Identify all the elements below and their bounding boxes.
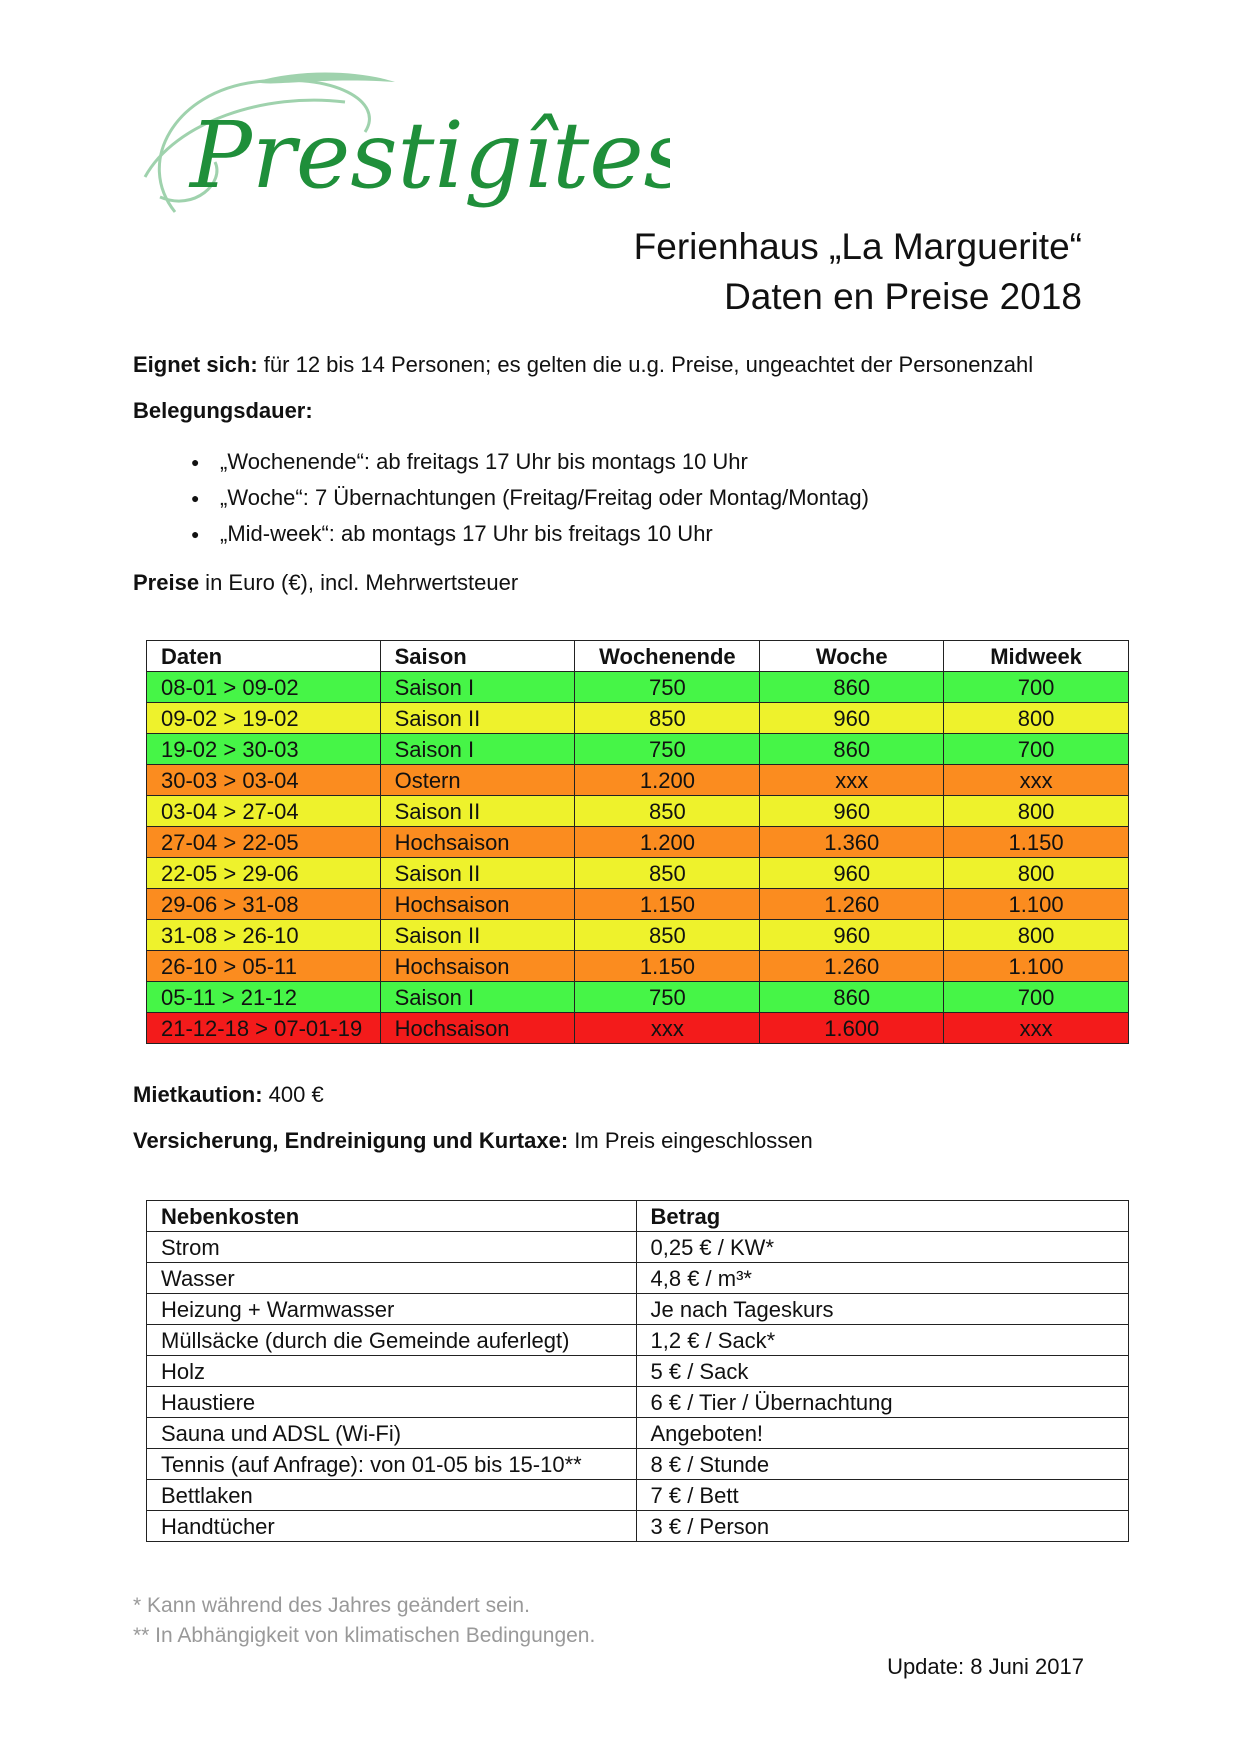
table-cell: 860 — [760, 982, 944, 1013]
table-cell: Saison I — [380, 734, 575, 765]
title-line-2: Daten en Preise 2018 — [724, 276, 1082, 317]
list-item: ● „Woche“: 7 Übernachtungen (Freitag/Freitag oder Montag/Montag) — [193, 480, 1113, 516]
footnote-2: ** In Abhängigkeit von klimatischen Bedingungen. — [133, 1624, 596, 1647]
table-cell: 700 — [944, 672, 1129, 703]
table-cell: 26-10 > 05-11 — [147, 951, 381, 982]
table-cell: 1.600 — [760, 1013, 944, 1044]
table-cell: 850 — [575, 703, 760, 734]
footnote-1: * Kann während des Jahres geändert sein. — [133, 1594, 530, 1617]
table-row — [147, 1511, 1129, 1542]
table-cell: Saison II — [380, 858, 575, 889]
table-cell: 960 — [760, 796, 944, 827]
title-line-1: Ferienhaus „La Marguerite“ — [633, 226, 1082, 267]
deposit-label: Mietkaution: — [133, 1082, 263, 1107]
table-cell: xxx — [944, 765, 1129, 796]
table-cell: Hochsaison — [380, 1013, 575, 1044]
table-row — [147, 827, 1129, 858]
table-cell: 800 — [944, 796, 1129, 827]
table-cell: 860 — [760, 734, 944, 765]
table-row — [147, 1232, 1129, 1263]
costs-table-header — [147, 1201, 1129, 1232]
table-cell: 850 — [575, 920, 760, 951]
duration-list — [133, 444, 1113, 552]
price-table-header — [147, 641, 1129, 672]
header-saison: Saison — [380, 641, 575, 672]
table-cell: Angeboten! — [636, 1418, 1129, 1449]
table-cell: Saison I — [380, 982, 575, 1013]
table-cell: Sauna und ADSL (Wi-Fi) — [147, 1418, 637, 1449]
table-cell: xxx — [575, 1013, 760, 1044]
table-row — [147, 765, 1129, 796]
table-row — [147, 1263, 1129, 1294]
header-woche: Woche — [760, 641, 944, 672]
table-cell: 800 — [944, 858, 1129, 889]
table-row — [147, 982, 1129, 1013]
table-cell: Müllsäcke (durch die Gemeinde auferlegt) — [147, 1325, 637, 1356]
table-row — [147, 796, 1129, 827]
table-cell: xxx — [760, 765, 944, 796]
table-cell: Strom — [147, 1232, 637, 1263]
table-cell: 1.150 — [575, 889, 760, 920]
table-cell: 8 € / Stunde — [636, 1449, 1129, 1480]
costs-table-body — [147, 1232, 1129, 1542]
table-row — [147, 1356, 1129, 1387]
table-cell: 0,25 € / KW* — [636, 1232, 1129, 1263]
table-cell: 05-11 > 21-12 — [147, 982, 381, 1013]
prices-value: in Euro (€), incl. Mehrwertsteuer — [199, 570, 519, 595]
table-cell: Tennis (auf Anfrage): von 01-05 bis 15-10** — [147, 1449, 637, 1480]
list-item: ● „Mid-week“: ab montags 17 Uhr bis freitags 10 Uhr — [193, 516, 1113, 552]
table-cell: Saison I — [380, 672, 575, 703]
table-cell: 1.260 — [760, 951, 944, 982]
table-cell: 960 — [760, 920, 944, 951]
table-cell: 750 — [575, 672, 760, 703]
logo-graphic — [135, 62, 670, 262]
table-row — [147, 1449, 1129, 1480]
table-row — [147, 889, 1129, 920]
table-cell: 960 — [760, 858, 944, 889]
table-cell: Saison II — [380, 703, 575, 734]
info-section — [133, 352, 1113, 616]
table-row — [147, 858, 1129, 889]
table-cell: 6 € / Tier / Übernachtung — [636, 1387, 1129, 1418]
table-row — [147, 1480, 1129, 1511]
list-item: ● „Wochenende“: ab freitags 17 Uhr bis montags 10 Uhr — [193, 444, 1113, 480]
table-cell: 1.200 — [575, 827, 760, 858]
table-cell: 08-01 > 09-02 — [147, 672, 381, 703]
header-nebenkosten: Nebenkosten — [147, 1201, 637, 1232]
deposit-line — [133, 1082, 813, 1108]
duration-label: Belegungsdauer: — [133, 398, 313, 423]
duration-heading — [133, 398, 1113, 424]
table-row — [147, 1418, 1129, 1449]
table-cell: 5 € / Sack — [636, 1356, 1129, 1387]
table-cell: 21-12-18 > 07-01-19 — [147, 1013, 381, 1044]
table-cell: Holz — [147, 1356, 637, 1387]
table-row — [147, 1387, 1129, 1418]
logo-text: Prestigîtes — [190, 102, 670, 209]
table-cell: 860 — [760, 672, 944, 703]
header-daten: Daten — [147, 641, 381, 672]
table-row — [147, 1294, 1129, 1325]
insurance-label: Versicherung, Endreinigung und Kurtaxe: — [133, 1128, 569, 1153]
suitability-line — [133, 352, 1113, 378]
table-row — [147, 1013, 1129, 1044]
table-cell: Je nach Tageskurs — [636, 1294, 1129, 1325]
table-cell: 750 — [575, 982, 760, 1013]
table-cell: 1.100 — [944, 951, 1129, 982]
table-cell: Saison II — [380, 920, 575, 951]
table-cell: 700 — [944, 734, 1129, 765]
costs-table — [146, 1200, 1129, 1542]
table-cell: 1.260 — [760, 889, 944, 920]
table-cell: Saison II — [380, 796, 575, 827]
suitability-label: Eignet sich: — [133, 352, 258, 377]
table-cell: Haustiere — [147, 1387, 637, 1418]
header-midweek: Midweek — [944, 641, 1129, 672]
header-betrag: Betrag — [636, 1201, 1129, 1232]
table-cell: Ostern — [380, 765, 575, 796]
table-cell: 1.360 — [760, 827, 944, 858]
table-cell: 4,8 € / m³* — [636, 1263, 1129, 1294]
suitability-value: für 12 bis 14 Personen; es gelten die u.g. Preise, ungeachtet der Personenzahl — [257, 352, 1034, 377]
table-cell: 800 — [944, 920, 1129, 951]
table-cell: 31-08 > 26-10 — [147, 920, 381, 951]
footnotes — [133, 1591, 595, 1651]
table-cell: 27-04 > 22-05 — [147, 827, 381, 858]
table-row — [147, 1325, 1129, 1356]
table-cell: 03-04 > 27-04 — [147, 796, 381, 827]
table-cell: 850 — [575, 796, 760, 827]
table-cell: Heizung + Warmwasser — [147, 1294, 637, 1325]
table-cell: 1,2 € / Sack* — [636, 1325, 1129, 1356]
table-row — [147, 672, 1129, 703]
table-cell: 800 — [944, 703, 1129, 734]
header-wochenende: Wochenende — [575, 641, 760, 672]
prices-line — [133, 570, 1113, 596]
document-title — [634, 222, 1082, 322]
table-row — [147, 734, 1129, 765]
price-table-body — [147, 672, 1129, 1044]
table-cell: Bettlaken — [147, 1480, 637, 1511]
table-cell: 960 — [760, 703, 944, 734]
table-cell: 1.100 — [944, 889, 1129, 920]
table-cell: 3 € / Person — [636, 1511, 1129, 1542]
deposit-value: 400 € — [262, 1082, 324, 1107]
table-cell: Wasser — [147, 1263, 637, 1294]
table-cell: Hochsaison — [380, 889, 575, 920]
price-table — [146, 640, 1129, 1044]
table-cell: 30-03 > 03-04 — [147, 765, 381, 796]
table-cell: 850 — [575, 858, 760, 889]
table-cell: 700 — [944, 982, 1129, 1013]
table-cell: 1.200 — [575, 765, 760, 796]
table-row — [147, 703, 1129, 734]
table-cell: 1.150 — [575, 951, 760, 982]
table-cell: Handtücher — [147, 1511, 637, 1542]
table-cell: Hochsaison — [380, 827, 575, 858]
table-cell: 7 € / Bett — [636, 1480, 1129, 1511]
table-cell: 29-06 > 31-08 — [147, 889, 381, 920]
table-cell: 19-02 > 30-03 — [147, 734, 381, 765]
insurance-line — [133, 1128, 813, 1154]
table-cell: 22-05 > 29-06 — [147, 858, 381, 889]
table-row — [147, 951, 1129, 982]
prestigites-logo — [135, 62, 670, 262]
deposit-section — [133, 1082, 813, 1174]
table-cell: 09-02 > 19-02 — [147, 703, 381, 734]
table-cell: 750 — [575, 734, 760, 765]
table-cell: Hochsaison — [380, 951, 575, 982]
table-row — [147, 920, 1129, 951]
insurance-value: Im Preis eingeschlossen — [568, 1128, 813, 1153]
table-cell: 1.150 — [944, 827, 1129, 858]
prices-label: Preise — [133, 570, 200, 595]
table-cell: xxx — [944, 1013, 1129, 1044]
update-date: Update: 8 Juni 2017 — [887, 1654, 1084, 1679]
